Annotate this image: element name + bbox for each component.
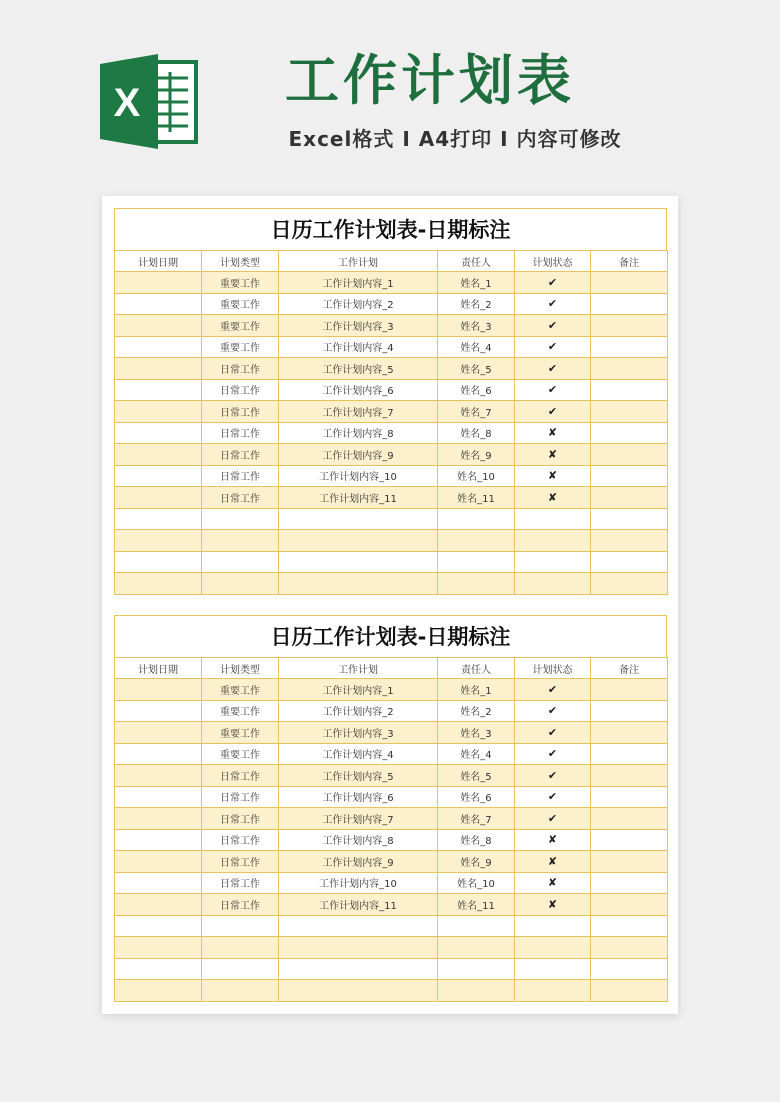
status-cell[interactable]: ✔ bbox=[515, 293, 591, 315]
status-cell[interactable]: ✔ bbox=[515, 379, 591, 401]
type-cell[interactable]: 重要工作 bbox=[202, 722, 279, 744]
date-cell[interactable] bbox=[115, 379, 202, 401]
table-row bbox=[115, 573, 668, 595]
schedule-table bbox=[114, 657, 668, 1002]
note-cell[interactable] bbox=[591, 465, 668, 487]
table-row bbox=[115, 980, 668, 1002]
table-row bbox=[115, 272, 668, 294]
type-cell[interactable] bbox=[202, 551, 279, 573]
table-row bbox=[115, 743, 668, 765]
owner-cell[interactable]: 姓名_3 bbox=[438, 722, 515, 744]
note-cell[interactable] bbox=[591, 786, 668, 808]
status-cell[interactable]: ✘ bbox=[515, 487, 591, 509]
status-cell[interactable] bbox=[515, 530, 591, 552]
status-cell[interactable]: ✔ bbox=[515, 272, 591, 294]
type-cell[interactable]: 日常工作 bbox=[202, 444, 279, 466]
table-row bbox=[115, 915, 668, 937]
status-cell[interactable]: ✘ bbox=[515, 851, 591, 873]
note-cell[interactable] bbox=[591, 958, 668, 980]
type-cell[interactable]: 重要工作 bbox=[202, 679, 279, 701]
status-cell[interactable]: ✔ bbox=[515, 808, 591, 830]
type-cell[interactable] bbox=[202, 915, 279, 937]
status-cell[interactable]: ✘ bbox=[515, 444, 591, 466]
table-row bbox=[115, 422, 668, 444]
type-cell[interactable]: 日常工作 bbox=[202, 422, 279, 444]
date-cell[interactable] bbox=[115, 315, 202, 337]
status-cell[interactable] bbox=[515, 915, 591, 937]
owner-cell[interactable] bbox=[438, 530, 515, 552]
note-cell[interactable] bbox=[591, 808, 668, 830]
type-cell[interactable] bbox=[202, 937, 279, 959]
date-cell[interactable] bbox=[115, 573, 202, 595]
table-row bbox=[115, 293, 668, 315]
note-cell[interactable] bbox=[591, 272, 668, 294]
schedule-table bbox=[114, 250, 668, 595]
date-cell[interactable] bbox=[115, 487, 202, 509]
note-cell[interactable] bbox=[591, 980, 668, 1002]
owner-cell[interactable]: 姓名_10 bbox=[438, 465, 515, 487]
note-cell[interactable] bbox=[591, 679, 668, 701]
plan-cell[interactable]: 工作计划内容_6 bbox=[279, 786, 438, 808]
table-header-row bbox=[115, 658, 668, 679]
status-cell[interactable]: ✔ bbox=[515, 401, 591, 423]
owner-cell[interactable]: 姓名_11 bbox=[438, 487, 515, 509]
date-cell[interactable] bbox=[115, 358, 202, 380]
status-cell[interactable] bbox=[515, 508, 591, 530]
status-cell[interactable]: ✔ bbox=[515, 786, 591, 808]
table-row bbox=[115, 786, 668, 808]
status-cell[interactable]: ✔ bbox=[515, 358, 591, 380]
note-cell[interactable] bbox=[591, 700, 668, 722]
status-cell[interactable]: ✔ bbox=[515, 722, 591, 744]
table-row bbox=[115, 808, 668, 830]
column-header: 计划类型 bbox=[202, 658, 279, 679]
table-row bbox=[115, 315, 668, 337]
date-cell[interactable] bbox=[115, 465, 202, 487]
page-subtitle: Excel格式 I A4打印 I 内容可修改 bbox=[288, 127, 622, 151]
status-cell[interactable] bbox=[515, 937, 591, 959]
plan-cell[interactable]: 工作计划内容_3 bbox=[279, 315, 438, 337]
plan-cell[interactable] bbox=[279, 915, 438, 937]
owner-cell[interactable]: 姓名_11 bbox=[438, 894, 515, 916]
owner-cell[interactable]: 姓名_8 bbox=[438, 829, 515, 851]
note-cell[interactable] bbox=[591, 315, 668, 337]
date-cell[interactable] bbox=[115, 293, 202, 315]
type-cell[interactable]: 重要工作 bbox=[202, 293, 279, 315]
plan-cell[interactable] bbox=[279, 937, 438, 959]
type-cell[interactable] bbox=[202, 573, 279, 595]
table-row bbox=[115, 829, 668, 851]
note-cell[interactable] bbox=[591, 765, 668, 787]
date-cell[interactable] bbox=[115, 508, 202, 530]
owner-cell[interactable] bbox=[438, 573, 515, 595]
plan-cell[interactable]: 工作计划内容_2 bbox=[279, 700, 438, 722]
note-cell[interactable] bbox=[591, 530, 668, 552]
owner-cell[interactable]: 姓名_9 bbox=[438, 444, 515, 466]
plan-cell[interactable]: 工作计划内容_1 bbox=[279, 679, 438, 701]
type-cell[interactable]: 重要工作 bbox=[202, 315, 279, 337]
table-row bbox=[115, 872, 668, 894]
status-cell[interactable]: ✘ bbox=[515, 829, 591, 851]
owner-cell[interactable]: 姓名_2 bbox=[438, 293, 515, 315]
owner-cell[interactable] bbox=[438, 915, 515, 937]
owner-cell[interactable]: 姓名_9 bbox=[438, 851, 515, 873]
plan-cell[interactable]: 工作计划内容_4 bbox=[279, 743, 438, 765]
note-cell[interactable] bbox=[591, 851, 668, 873]
status-cell[interactable] bbox=[515, 980, 591, 1002]
table-row bbox=[115, 444, 668, 466]
table-row bbox=[115, 465, 668, 487]
type-cell[interactable]: 日常工作 bbox=[202, 401, 279, 423]
column-header: 计划状态 bbox=[515, 251, 591, 272]
owner-cell[interactable]: 姓名_6 bbox=[438, 379, 515, 401]
status-cell[interactable]: ✘ bbox=[515, 465, 591, 487]
date-cell[interactable] bbox=[115, 958, 202, 980]
date-cell[interactable] bbox=[115, 980, 202, 1002]
status-cell[interactable]: ✔ bbox=[515, 765, 591, 787]
owner-cell[interactable]: 姓名_5 bbox=[438, 765, 515, 787]
date-cell[interactable] bbox=[115, 401, 202, 423]
type-cell[interactable]: 重要工作 bbox=[202, 700, 279, 722]
column-header: 计划状态 bbox=[515, 658, 591, 679]
type-cell[interactable]: 日常工作 bbox=[202, 872, 279, 894]
table-row bbox=[115, 530, 668, 552]
plan-cell[interactable]: 工作计划内容_11 bbox=[279, 487, 438, 509]
type-cell[interactable]: 日常工作 bbox=[202, 851, 279, 873]
date-cell[interactable] bbox=[115, 786, 202, 808]
date-cell[interactable] bbox=[115, 808, 202, 830]
status-cell[interactable]: ✔ bbox=[515, 700, 591, 722]
type-cell[interactable]: 重要工作 bbox=[202, 743, 279, 765]
owner-cell[interactable]: 姓名_3 bbox=[438, 315, 515, 337]
owner-cell[interactable] bbox=[438, 551, 515, 573]
type-cell[interactable] bbox=[202, 980, 279, 1002]
type-cell[interactable]: 日常工作 bbox=[202, 379, 279, 401]
owner-cell[interactable] bbox=[438, 508, 515, 530]
plan-cell[interactable]: 工作计划内容_4 bbox=[279, 336, 438, 358]
table-row bbox=[115, 401, 668, 423]
type-cell[interactable]: 日常工作 bbox=[202, 465, 279, 487]
plan-cell[interactable]: 工作计划内容_7 bbox=[279, 401, 438, 423]
owner-cell[interactable]: 姓名_8 bbox=[438, 422, 515, 444]
date-cell[interactable] bbox=[115, 272, 202, 294]
date-cell[interactable] bbox=[115, 336, 202, 358]
note-cell[interactable] bbox=[591, 915, 668, 937]
plan-cell[interactable] bbox=[279, 551, 438, 573]
status-cell[interactable]: ✔ bbox=[515, 336, 591, 358]
owner-cell[interactable]: 姓名_7 bbox=[438, 401, 515, 423]
page-header bbox=[0, 0, 780, 190]
table-row bbox=[115, 551, 668, 573]
type-cell[interactable]: 日常工作 bbox=[202, 786, 279, 808]
plan-cell[interactable]: 工作计划内容_9 bbox=[279, 851, 438, 873]
table-row bbox=[115, 937, 668, 959]
note-cell[interactable] bbox=[591, 508, 668, 530]
owner-cell[interactable]: 姓名_10 bbox=[438, 872, 515, 894]
table-row bbox=[115, 722, 668, 744]
column-header: 计划类型 bbox=[202, 251, 279, 272]
status-cell[interactable] bbox=[515, 573, 591, 595]
plan-cell[interactable] bbox=[279, 530, 438, 552]
owner-cell[interactable] bbox=[438, 958, 515, 980]
plan-cell[interactable]: 工作计划内容_8 bbox=[279, 829, 438, 851]
type-cell[interactable] bbox=[202, 530, 279, 552]
note-cell[interactable] bbox=[591, 937, 668, 959]
column-header: 责任人 bbox=[438, 251, 515, 272]
owner-cell[interactable] bbox=[438, 980, 515, 1002]
date-cell[interactable] bbox=[115, 679, 202, 701]
owner-cell[interactable] bbox=[438, 937, 515, 959]
owner-cell[interactable]: 姓名_1 bbox=[438, 272, 515, 294]
plan-cell[interactable]: 工作计划内容_10 bbox=[279, 872, 438, 894]
type-cell[interactable]: 日常工作 bbox=[202, 808, 279, 830]
sheet-title: 日历工作计划表-日期标注 bbox=[114, 615, 667, 657]
type-cell[interactable]: 日常工作 bbox=[202, 894, 279, 916]
schedule-sheet bbox=[114, 615, 667, 1002]
column-header: 工作计划 bbox=[279, 251, 438, 272]
status-cell[interactable]: ✘ bbox=[515, 422, 591, 444]
owner-cell[interactable]: 姓名_2 bbox=[438, 700, 515, 722]
owner-cell[interactable]: 姓名_4 bbox=[438, 743, 515, 765]
plan-cell[interactable]: 工作计划内容_8 bbox=[279, 422, 438, 444]
note-cell[interactable] bbox=[591, 551, 668, 573]
plan-cell[interactable]: 工作计划内容_7 bbox=[279, 808, 438, 830]
type-cell[interactable] bbox=[202, 508, 279, 530]
plan-cell[interactable]: 工作计划内容_6 bbox=[279, 379, 438, 401]
note-cell[interactable] bbox=[591, 422, 668, 444]
date-cell[interactable] bbox=[115, 915, 202, 937]
owner-cell[interactable]: 姓名_6 bbox=[438, 786, 515, 808]
column-header: 责任人 bbox=[438, 658, 515, 679]
column-header: 备注 bbox=[591, 658, 668, 679]
plan-cell[interactable] bbox=[279, 573, 438, 595]
plan-cell[interactable]: 工作计划内容_2 bbox=[279, 293, 438, 315]
table-row bbox=[115, 358, 668, 380]
table-row bbox=[115, 958, 668, 980]
table-row bbox=[115, 379, 668, 401]
type-cell[interactable]: 日常工作 bbox=[202, 358, 279, 380]
status-cell[interactable]: ✔ bbox=[515, 679, 591, 701]
schedule-sheet bbox=[114, 208, 667, 595]
date-cell[interactable] bbox=[115, 530, 202, 552]
plan-cell[interactable]: 工作计划内容_3 bbox=[279, 722, 438, 744]
plan-cell[interactable]: 工作计划内容_5 bbox=[279, 358, 438, 380]
plan-cell[interactable]: 工作计划内容_10 bbox=[279, 465, 438, 487]
note-cell[interactable] bbox=[591, 379, 668, 401]
plan-cell[interactable]: 工作计划内容_9 bbox=[279, 444, 438, 466]
status-cell[interactable]: ✔ bbox=[515, 743, 591, 765]
note-cell[interactable] bbox=[591, 573, 668, 595]
sheet-title: 日历工作计划表-日期标注 bbox=[114, 208, 667, 250]
table-row bbox=[115, 765, 668, 787]
owner-cell[interactable]: 姓名_7 bbox=[438, 808, 515, 830]
column-header: 工作计划 bbox=[279, 658, 438, 679]
status-cell[interactable]: ✘ bbox=[515, 894, 591, 916]
plan-cell[interactable]: 工作计划内容_11 bbox=[279, 894, 438, 916]
note-cell[interactable] bbox=[591, 358, 668, 380]
date-cell[interactable] bbox=[115, 422, 202, 444]
type-cell[interactable]: 日常工作 bbox=[202, 829, 279, 851]
date-cell[interactable] bbox=[115, 765, 202, 787]
table-row bbox=[115, 336, 668, 358]
type-cell[interactable]: 重要工作 bbox=[202, 336, 279, 358]
note-cell[interactable] bbox=[591, 293, 668, 315]
type-cell[interactable]: 日常工作 bbox=[202, 765, 279, 787]
note-cell[interactable] bbox=[591, 829, 668, 851]
column-header: 计划日期 bbox=[115, 251, 202, 272]
status-cell[interactable] bbox=[515, 551, 591, 573]
note-cell[interactable] bbox=[591, 487, 668, 509]
note-cell[interactable] bbox=[591, 444, 668, 466]
owner-cell[interactable]: 姓名_4 bbox=[438, 336, 515, 358]
plan-cell[interactable]: 工作计划内容_5 bbox=[279, 765, 438, 787]
note-cell[interactable] bbox=[591, 336, 668, 358]
table-row bbox=[115, 487, 668, 509]
date-cell[interactable] bbox=[115, 700, 202, 722]
note-cell[interactable] bbox=[591, 401, 668, 423]
plan-cell[interactable] bbox=[279, 958, 438, 980]
note-cell[interactable] bbox=[591, 743, 668, 765]
table-header-row bbox=[115, 251, 668, 272]
date-cell[interactable] bbox=[115, 829, 202, 851]
table-row bbox=[115, 508, 668, 530]
document-paper bbox=[102, 196, 678, 1014]
date-cell[interactable] bbox=[115, 722, 202, 744]
date-cell[interactable] bbox=[115, 872, 202, 894]
column-header: 备注 bbox=[591, 251, 668, 272]
date-cell[interactable] bbox=[115, 743, 202, 765]
note-cell[interactable] bbox=[591, 872, 668, 894]
plan-cell[interactable]: 工作计划内容_1 bbox=[279, 272, 438, 294]
note-cell[interactable] bbox=[591, 722, 668, 744]
table-row bbox=[115, 700, 668, 722]
date-cell[interactable] bbox=[115, 851, 202, 873]
plan-cell[interactable] bbox=[279, 980, 438, 1002]
date-cell[interactable] bbox=[115, 551, 202, 573]
owner-cell[interactable]: 姓名_5 bbox=[438, 358, 515, 380]
status-cell[interactable]: ✔ bbox=[515, 315, 591, 337]
type-cell[interactable] bbox=[202, 958, 279, 980]
owner-cell[interactable]: 姓名_1 bbox=[438, 679, 515, 701]
status-cell[interactable]: ✘ bbox=[515, 872, 591, 894]
type-cell[interactable]: 日常工作 bbox=[202, 487, 279, 509]
logo-letter: X bbox=[113, 81, 141, 125]
table-row bbox=[115, 894, 668, 916]
page-title: 工作计划表 bbox=[285, 49, 575, 112]
table-row bbox=[115, 679, 668, 701]
date-cell[interactable] bbox=[115, 894, 202, 916]
column-header: 计划日期 bbox=[115, 658, 202, 679]
plan-cell[interactable] bbox=[279, 508, 438, 530]
type-cell[interactable]: 重要工作 bbox=[202, 272, 279, 294]
excel-logo-icon bbox=[100, 54, 200, 149]
date-cell[interactable] bbox=[115, 937, 202, 959]
status-cell[interactable] bbox=[515, 958, 591, 980]
date-cell[interactable] bbox=[115, 444, 202, 466]
note-cell[interactable] bbox=[591, 894, 668, 916]
table-row bbox=[115, 851, 668, 873]
